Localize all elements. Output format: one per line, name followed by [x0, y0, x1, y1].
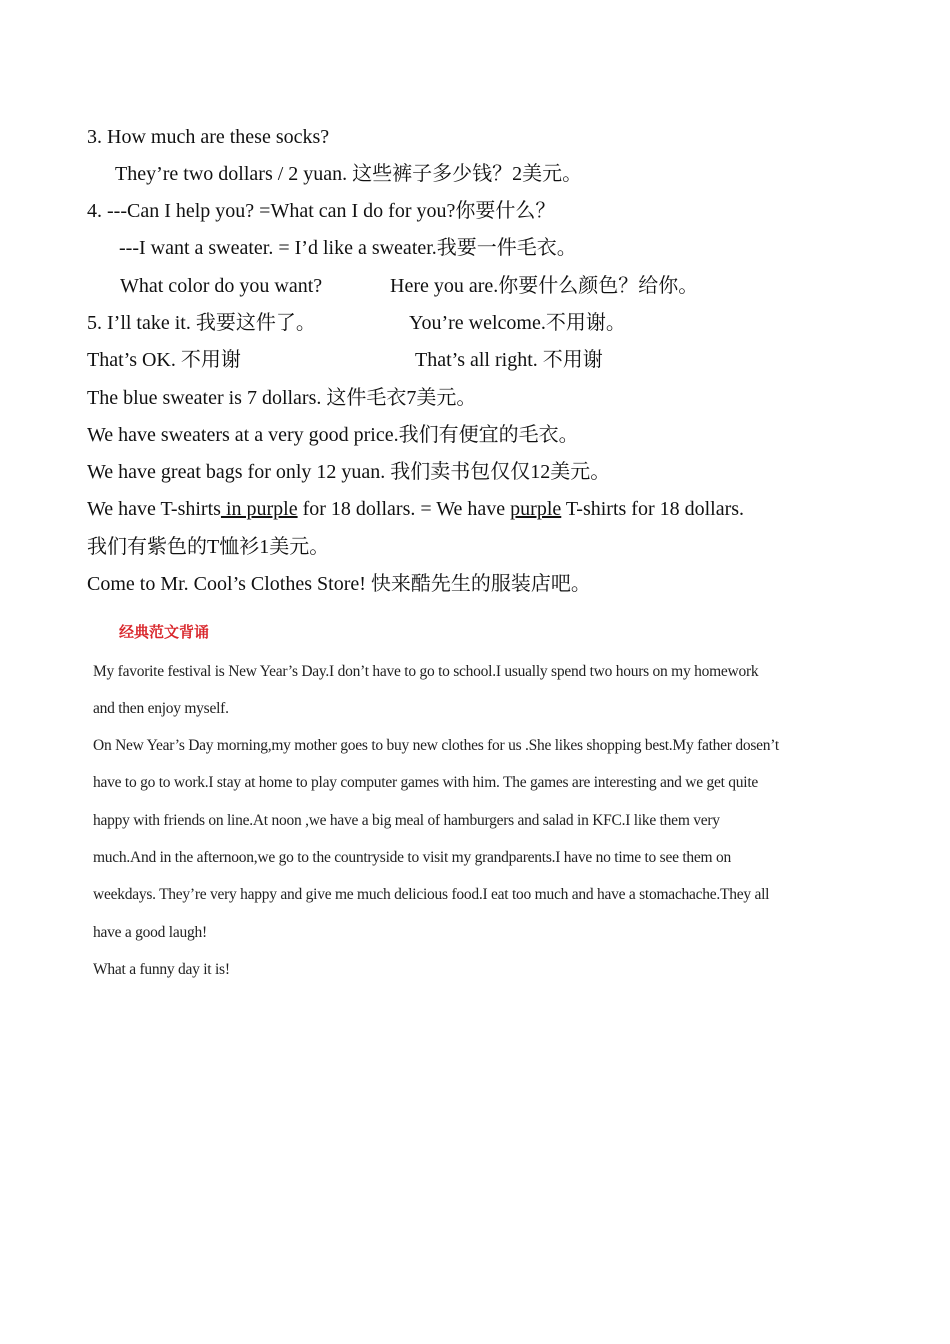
essay-line-3: On New Year’s Day morning,my mother goes to buy new clothes for us .She likes shopping best.My father dosen’t	[93, 737, 779, 754]
vocab-line-6a: 5. I’ll take it. 我要这件了。	[87, 312, 316, 334]
essay-line-6: much.And in the afternoon,we go to the countryside to visit my grandparents.I have no time to see them on	[93, 849, 731, 866]
vocab-line-5b: Here you are.你要什么颜色？给你。	[390, 275, 699, 297]
vocab-line-7a: That’s OK. 不用谢	[87, 349, 241, 371]
essay-line-7: weekdays. They’re very happy and give me much delicious food.I eat too much and have a stomachache.They all	[93, 886, 770, 903]
vocab-line-3: 4. ---Can I help you? =What can I do for you?你要什么？	[87, 200, 556, 222]
vocab-line-11-post: T-shirts for 18 dollars.	[561, 498, 745, 520]
vocab-line-8: The blue sweater is 7 dollars. 这件毛衣7美元。	[87, 387, 477, 409]
vocab-line-11	[87, 497, 744, 521]
vocab-line-11-mid: for 18 dollars. = We have	[297, 498, 511, 520]
essay-line-4: have to go to work.I stay at home to play computer games with him. The games are interesting and we get quite	[93, 774, 759, 791]
essay-line-1: My favorite festival is New Year’s Day.I don’t have to go to school.I usually spend two hours on my homework	[93, 663, 759, 680]
essay-line-2: and then enjoy myself.	[93, 700, 229, 717]
vocab-line-4: ---I want a sweater. = I’d like a sweater.我要一件毛衣。	[119, 237, 577, 259]
vocab-line-9: We have sweaters at a very good price.我们有便宜的毛衣。	[87, 424, 579, 446]
vocab-line-2: They’re two dollars / 2 yuan. 这些裤子多少钱？2美元。	[115, 163, 583, 185]
vocab-line-12: 我们有紫色的T恤衫1美元。	[87, 536, 330, 558]
vocab-line-11-pre: We have T-shirts	[87, 498, 221, 520]
vocab-line-11-underline-1: in purple	[220, 498, 298, 520]
vocab-line-6b: You’re welcome.不用谢。	[409, 312, 626, 334]
essay-line-9: What a funny day it is!	[93, 961, 230, 978]
vocab-line-1: 3. How much are these socks?	[87, 126, 330, 148]
essay-line-8: have a good laugh!	[93, 924, 207, 941]
vocab-line-7b: That’s all right. 不用谢	[415, 349, 603, 371]
vocab-line-10: We have great bags for only 12 yuan. 我们卖书包仅仅12美元。	[87, 461, 611, 483]
vocab-line-5a: What color do you want?	[120, 275, 323, 297]
essay-line-5: happy with friends on line.At noon ,we have a big meal of hamburgers and salad in KFC.I like them very	[93, 812, 720, 829]
vocab-line-13: Come to Mr. Cool’s Clothes Store! 快来酷先生的服装店吧。	[87, 573, 591, 595]
essay-heading: 经典范文背诵	[119, 623, 210, 641]
vocab-line-11-underline-2: purple	[510, 498, 562, 520]
